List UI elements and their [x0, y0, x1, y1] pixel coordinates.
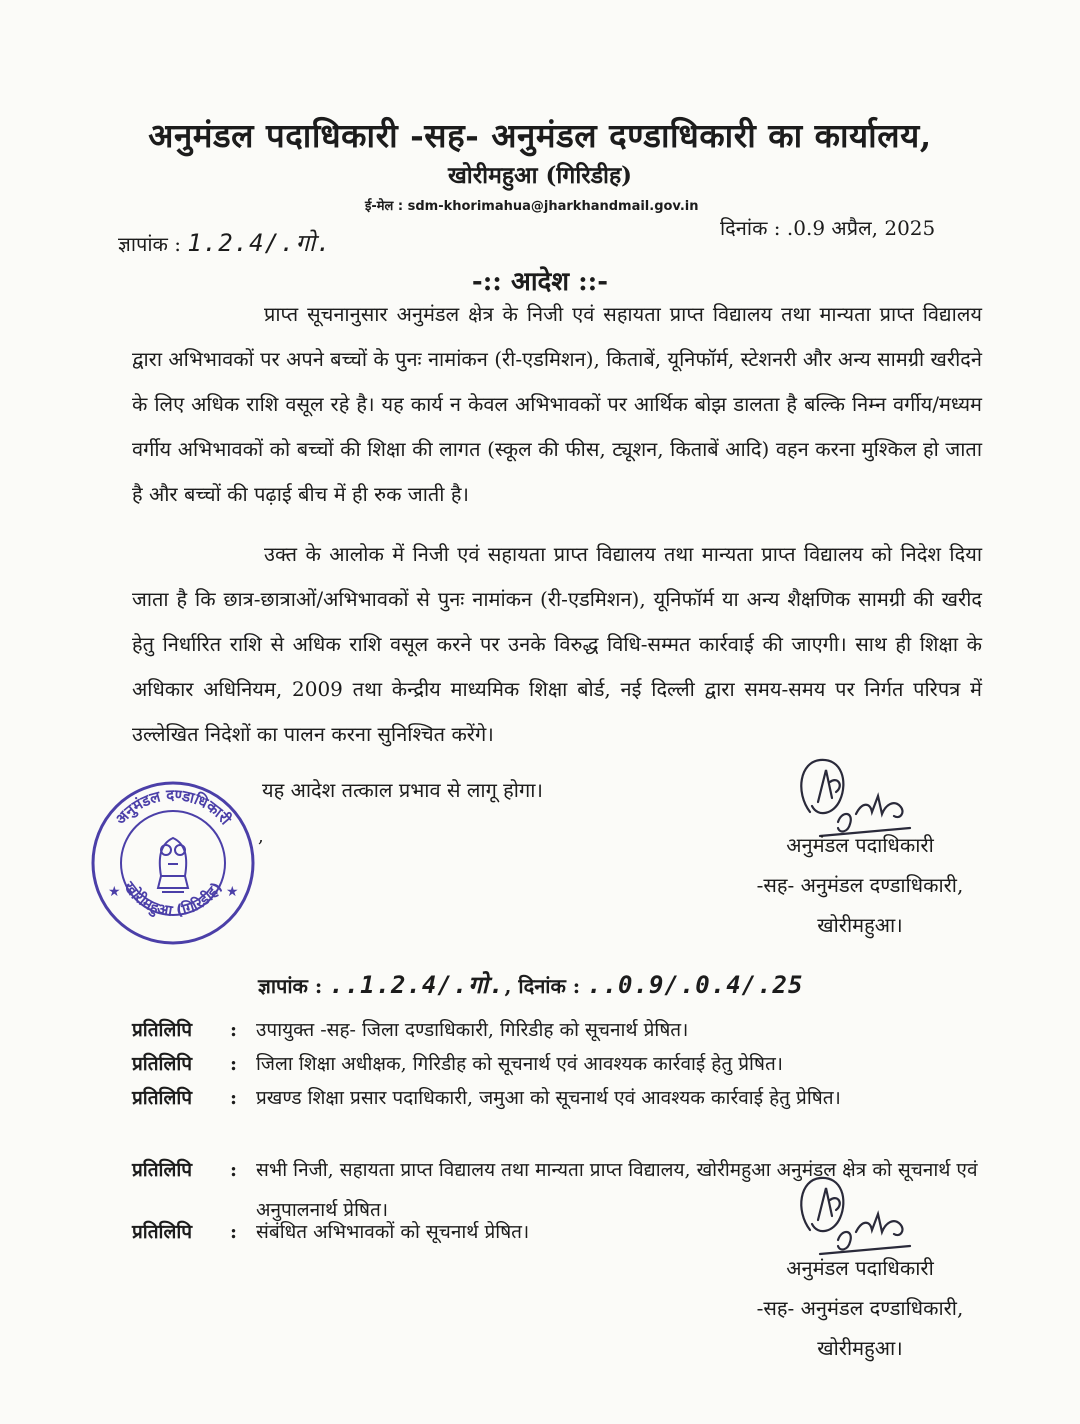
effect-statement: यह आदेश तत्काल प्रभाव से लागू होगा। — [262, 778, 544, 802]
signatory-designation: -सह- अनुमंडल दण्डाधिकारी, — [756, 1296, 964, 1320]
copy-text: संबंधित अभिभावकों को सूचनार्थ प्रेषित। — [256, 1221, 530, 1243]
date-value: .0.9 अप्रैल, 2025 — [786, 216, 936, 240]
memo2-date: ..0.9/.0.4/.25 — [587, 971, 804, 999]
body-paragraph-2: उक्त के आलोक में निजी एवं सहायता प्राप्त विद्यालय तथा मान्यता प्राप्त विद्यालय को निदेश दिया जाता है कि छात्र-छात्राओं/अभिभावकों से पुनः नामांकन (री-एडमिशन), यूनिफॉर्म या अन्य शैक्षणिक सामग्री की खरीद हेतु निर्धारित राशि से अधिक राशि वसूल करने पर उनके विरुद्ध विधि-सम्मत कार्रवाई की जाएगी। साथ ही शिक्षा के अधिकार अधिनियम, 2009 तथा केन्द्रीय माध्यमिक शिक्षा बोर्ड, नई दिल्ली द्वारा समय-समय पर निर्गत परिपत्र में उल्लेखित निदेशों का पालन करना सुनिश्चित करेंगे। — [132, 542, 982, 746]
signatory-place: खोरीमहुआ। — [817, 913, 903, 937]
official-seal-icon — [88, 778, 258, 948]
copy-text: उपायुक्त -सह- जिला दण्डाधिकारी, गिरिडीह को सूचनार्थ प्रेषित। — [256, 1019, 689, 1041]
order-heading: -:: आदेश ::- — [471, 267, 609, 297]
copy-label: प्रतिलिपि — [132, 1159, 193, 1181]
copy-text: सभी निजी, सहायता प्राप्त विद्यालय तथा मान्यता प्राप्त विद्यालय, खोरीमहुआ अनुमंडल क्षेत्र को सूचनार्थ एवं अनुपालनार्थ प्रेषित। — [256, 1159, 978, 1221]
office-email: ई-मेल : sdm-khorimahua@jharkhandmail.gov.in — [365, 199, 699, 214]
memo-label: ज्ञापांक : — [118, 232, 181, 256]
date-label: दिनांक : — [720, 216, 781, 240]
memo2-date-label: दिनांक : — [518, 974, 581, 998]
memo-date — [720, 214, 935, 241]
copy-label: प्रतिलिपि — [132, 1019, 193, 1041]
signatory-block — [710, 825, 1010, 945]
signatory-designation: -सह- अनुमंडल दण्डाधिकारी, — [756, 873, 964, 897]
copy-label: प्रतिलिपि — [132, 1087, 193, 1109]
order-document: अनुमंडल पदाधिकारी -सह- अनुमंडल दण्डाधिकारी का कार्यालय, खोरीमहुआ (गिरिडीह) ई-मेल : sdm-khorimahua@jharkhandmail.gov.in ज्ञापांक : 1.2.4/.गो. दिनांक : .0.9 अप्रैल, 2025 -:: आदेश ::- प्राप्त सूचनानुसार अनुमंडल क्षेत्र के निजी एवं सहायता प्राप्त विद्यालय तथा मान्यता प्राप्त विद्यालय द्वारा अभिभावकों पर अपने बच्चों के पुनः नामांकन (री-एडमिशन), किताबें, यूनिफॉर्म, स्टेशनरी और अन्य सामग्री खरीदने के लिए अधिक राशि वसूल रहे है। यह कार्य न केवल अभिभावकों पर आर्थिक बोझ डालता है बल्कि निम्न वर्गीय/मध्यम वर्गीय अभिभावकों को बच्चों की शिक्षा की लागत (स्कूल की फीस, ट्यूशन, किताबें आदि) वहन करना मुश्किल हो जाता है और बच्चों की पढ़ाई बीच में ही रुक जाती है। उक्त के आलोक में निजी एवं सहायता प्राप्त विद्यालय तथा मान्यता प्राप्त विद्यालय को निदेश दिया जाता है कि छात्र-छात्राओं/अभिभावकों से पुनः नामांकन (री-एडमिशन), यूनिफॉर्म या अन्य शैक्षणिक सामग्री की खरीद हेतु निर्धारित राशि से अधिक राशि वसूल करने पर उनके विरुद्ध विधि-सम्मत कार्रवाई की जाएगी। साथ ही शिक्षा के अधिकार अधिनियम, 2009 तथा केन्द्रीय माध्यमिक शिक्षा बोर्ड, नई दिल्ली द्वारा समय-समय पर निर्गत परिपत्र में उल्लेखित निदेशों का पालन करना सुनिश्चित करेंगे। यह आदेश तत्काल प्रभाव से लागू होगा। अनुमंडल दण्डाधिकारी खोरीमहुआ (गिरिडीह) ★ ★ , अनुमंडल पदाधिकारी -सह- अनुमंडल दण्डाधिकारी, खोरीमहुआ। ज्ञापांक : ..1.2.4/.गो., दिनांक : ..0.9/.0.4/.25 प्रतिलिपि : उपायुक्त -सह- जिला दण्डाधिकारी, गिरिडीह को सूचनार्थ प्रेषित। प्रतिलिपि : जिला शिक्षा अधीक्षक, गिरिडीह को सूचनार्थ एवं आवश्यक कार्रवाई हेतु प्रेषित। प्रतिलिपि : प्रखण्ड शिक्षा प्रसार पदाधिकारी, जमुआ को सूचनार्थ एवं आवश्यक कार्रवाई हेतु प्रेषित। प्रतिलिपि : सभी निजी, सहायता प्राप्त विद्यालय तथा मान्यता प्राप्त विद्यालय, खोरीमहुआ अनुमंडल क्षेत्र को सूचनार्थ एवं अनुपालनार्थ प्रेषित। प्रतिलिपि : संबंधित अभिभावकों को सूचनार्थ प्रेषित। अनुमंडल पदाधिकारी -सह- अनुमंडल दण्डाधिकारी, खोरीमहुआ। — [0, 0, 1080, 1424]
memo2-number: ..1.2.4/.गो. — [329, 971, 505, 999]
copy-label: प्रतिलिपि — [132, 1053, 193, 1075]
svg-text:खोरीमहुआ (गिरिडीह): खोरीमहुआ (गिरिडीह) — [120, 878, 226, 920]
copy-text: जिला शिक्षा अधीक्षक, गिरिडीह को सूचनार्थ एवं आवश्यक कार्रवाई हेतु प्रेषित। — [256, 1053, 783, 1075]
svg-text:★: ★ — [226, 884, 239, 900]
memo-reference — [118, 226, 332, 259]
svg-text:अनुमंडल दण्डाधिकारी: अनुमंडल दण्डाधिकारी — [111, 785, 235, 829]
signatory-title: अनुमंडल पदाधिकारी — [786, 833, 934, 857]
svg-text:★: ★ — [108, 884, 121, 900]
signatory-title: अनुमंडल पदाधिकारी — [786, 1256, 934, 1280]
signatory-place: खोरीमहुआ। — [817, 1336, 903, 1360]
signature-icon — [790, 1170, 930, 1260]
office-location: खोरीमहुआ (गिरिडीह) — [447, 162, 633, 189]
memo-number: 1.2.4/.गो. — [187, 229, 332, 257]
office-title: अनुमंडल पदाधिकारी -सह- अनुमंडल दण्डाधिकारी का कार्यालय, — [148, 116, 932, 155]
signatory-block-copy — [710, 1248, 1010, 1368]
memo2-label: ज्ञापांक : — [258, 974, 323, 998]
margin-mark: , — [258, 826, 264, 847]
copy-text: प्रखण्ड शिक्षा प्रसार पदाधिकारी, जमुआ को सूचनार्थ एवं आवश्यक कार्रवाई हेतु प्रेषित। — [256, 1087, 841, 1109]
memo-reference-copy: ज्ञापांक : ..1.2.4/.गो., दिनांक : ..0.9/.0.4/.25 — [258, 971, 804, 999]
body-paragraph-1: प्राप्त सूचनानुसार अनुमंडल क्षेत्र के निजी एवं सहायता प्राप्त विद्यालय तथा मान्यता प्राप्त विद्यालय द्वारा अभिभावकों पर अपने बच्चों के पुनः नामांकन (री-एडमिशन), किताबें, यूनिफॉर्म, स्टेशनरी और अन्य सामग्री खरीदने के लिए अधिक राशि वसूल रहे है। यह कार्य न केवल अभिभावकों पर आर्थिक बोझ डालता है बल्कि निम्न वर्गीय/मध्यम वर्गीय अभिभावकों को बच्चों की शिक्षा की लागत (स्कूल की फीस, ट्यूशन, किताबें आदि) वहन करना मुश्किल हो जाता है और बच्चों की पढ़ाई बीच में ही रुक जाती है। — [132, 302, 982, 506]
copy-label: प्रतिलिपि — [132, 1221, 193, 1243]
